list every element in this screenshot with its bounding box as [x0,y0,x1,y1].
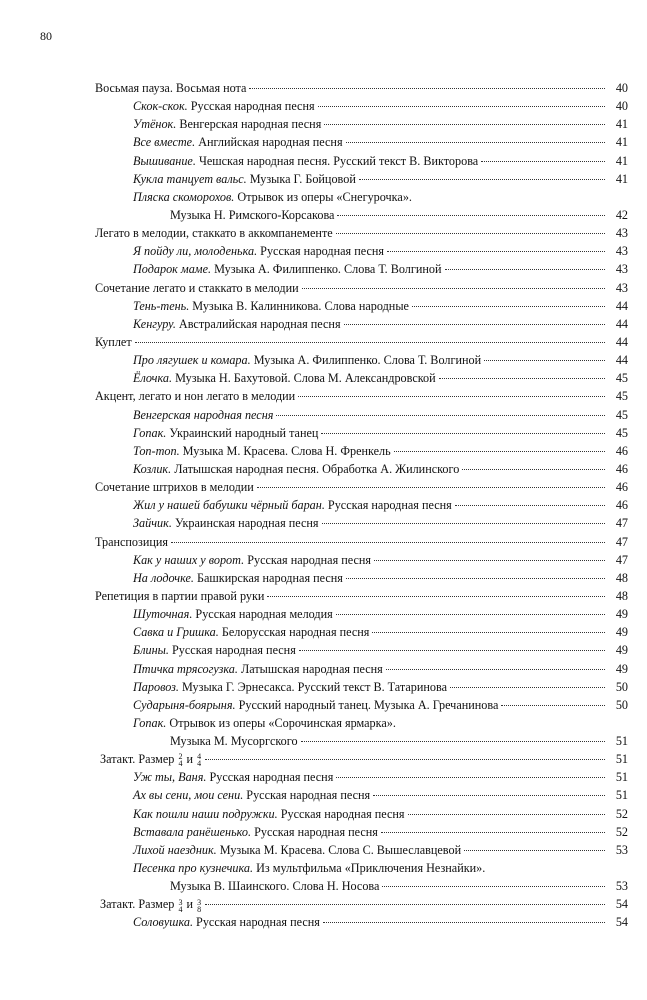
page-ref: 48 [615,588,628,603]
leader-dots [381,832,605,833]
leader-dots [336,233,605,234]
entry-italic-title: Птичка трясогузка. [133,661,238,676]
toc-entry-row [95,913,628,931]
page-ref: 54 [615,915,628,930]
entry-title [133,805,405,823]
time-signature-digit: 8 [197,904,202,914]
page-ref: 52 [615,824,628,839]
entry-title [133,369,436,387]
entry-text: и [183,752,197,767]
leader-dots [387,251,605,252]
entry-text: Венгерская народная песня [176,117,322,132]
page-ref: 45 [615,407,628,422]
leader-dots [394,451,605,452]
entry-text: Отрывок из оперы «Снегурочка». [234,189,412,204]
leader-dots [373,795,605,796]
entry-italic-title: Я пойду ли, молоденька. [133,244,258,259]
time-signature-digit: 2 [178,752,183,762]
page-ref: 44 [615,298,628,313]
toc-entry-row [95,859,628,877]
entry-title [133,641,296,659]
toc-section-row [95,279,628,297]
entry-title [133,660,383,678]
leader-dots [302,288,605,289]
entry-text: Затакт. Размер [100,752,178,767]
entry-text: Из мультфильма «Приключения Незнайки». [253,861,486,876]
entry-title [133,442,391,460]
leader-dots [301,741,605,742]
time-signature [197,899,201,913]
leader-dots [445,269,605,270]
entry-text: Легато в мелодии, стаккато в аккомпанементе [95,226,333,241]
entry-text: Украинская народная песня [171,516,319,531]
entry-italic-title: Подарок маме. [133,262,212,277]
entry-text: Русская народная песня [168,643,296,658]
toc-entry-row [95,260,628,278]
toc-entry-row [95,315,628,333]
page-ref: 41 [615,117,628,132]
page-ref: 51 [615,788,628,803]
entry-title [133,623,369,641]
entry-title [133,823,378,841]
time-signature-digit: 3 [178,897,183,907]
entry-italic-title: Вставала ранёшенько. [133,824,252,839]
toc-entry-row [95,551,628,569]
page-ref: 53 [615,842,628,857]
entry-text: Русская народная песня [251,824,378,839]
entry-text: и [183,897,197,912]
page-ref: 41 [615,135,628,150]
entry-title [133,260,442,278]
page-ref: 47 [615,516,628,531]
entry-italic-title: Как у наших у ворот. [133,552,245,567]
entry-text: Русский народный танец. Музыка А. Гречанинова [235,697,499,712]
entry-italic-title: Савка и Гришка. [133,625,219,640]
entry-text: Белорусская народная песня [218,625,370,640]
page-ref: 46 [615,461,628,476]
entry-italic-title: Скок-скок. [133,99,188,114]
leader-dots [205,759,605,760]
leader-dots [321,433,605,434]
toc-entry-row [95,424,628,442]
page-ref: 43 [615,226,628,241]
leader-dots [299,650,605,651]
entry-title [133,605,333,623]
leader-dots [298,396,605,397]
leader-dots [346,142,605,143]
toc-section-row [95,224,628,242]
leader-dots [322,523,606,524]
leader-dots [324,124,605,125]
entry-text: Латышская народная песня [237,661,383,676]
entry-italic-title: Паровоз. [133,679,179,694]
entry-title [133,551,371,569]
entry-text: Куплет [95,334,132,349]
entry-italic-title: Уж ты, Ваня. [133,770,207,785]
entry-italic-title: Тень-тень. [133,298,190,313]
leader-dots [412,306,605,307]
leader-dots [481,161,605,162]
entry-text: Акцент, легато и нон легато в мелодии [95,389,296,404]
leader-dots [337,215,605,216]
entry-title [133,460,459,478]
page-ref: 49 [615,643,628,658]
entry-title [133,768,333,786]
entry-italic-title: Вышивание. [133,153,196,168]
entry-italic-title: Шуточная. [133,607,193,622]
leader-dots [439,378,605,379]
toc-section-row [95,533,628,551]
entry-text: Украинский народный танец [166,425,319,440]
toc-entry-row [95,569,628,587]
entry-title [170,206,334,224]
entry-text: Русская народная мелодия [192,607,333,622]
leader-dots [374,560,605,561]
toc-entry-row [95,714,628,732]
leader-dots [386,669,605,670]
entry-title [95,587,264,605]
entry-italic-title: Про лягушек и комара. [133,353,251,368]
page-ref: 46 [615,498,628,513]
entry-title [133,170,356,188]
entry-title [170,877,379,895]
toc-entry-row [95,678,628,696]
entry-text: Русская народная песня [193,915,320,930]
entry-text: Австралийская народная песня [175,316,341,331]
entry-title [133,514,319,532]
page-ref: 47 [615,534,628,549]
toc-section-row [95,587,628,605]
entry-text: Музыка М. Красева. Слова Н. Френкель [179,443,391,458]
entry-title [133,913,320,931]
entry-title [133,678,447,696]
toc-section-row [95,333,628,351]
entry-title [133,496,452,514]
entry-italic-title: Соловушка. [133,915,193,930]
page-ref: 53 [615,879,628,894]
toc-entry-row [95,805,628,823]
entry-italic-title: Пляска скоморохов. [133,189,235,204]
toc-section-row [95,478,628,496]
entry-text: Затакт. Размер [100,897,178,912]
page-ref: 51 [615,734,628,749]
leader-dots [408,814,605,815]
page-ref: 43 [615,280,628,295]
toc-entry-row [95,97,628,115]
entry-text: Русская народная песня [243,788,371,803]
entry-text: Музыка Н. Бахутовой. Слова М. Александровской [172,371,436,386]
leader-dots [455,505,605,506]
leader-dots [135,342,605,343]
entry-text: Музыка В. Шаинского. Слова Н. Носова [170,879,380,894]
entry-text: Русская народная песня [324,498,452,513]
toc-entry-row [95,623,628,641]
page-ref: 41 [615,171,628,186]
entry-title [95,387,295,405]
toc-section-row [95,79,628,97]
entry-italic-title: Топ-топ. [133,443,180,458]
entry-title [95,333,132,351]
entry-italic-title: Кенгуру. [133,316,176,331]
page-ref: 40 [615,99,628,114]
toc-entry-row [95,732,628,750]
page-ref: 46 [615,443,628,458]
entry-italic-title: Венгерская народная песня [133,407,274,422]
leader-dots [323,922,605,923]
entry-italic-title: Гопак. [133,425,167,440]
leader-dots [249,88,605,89]
leader-dots [346,578,605,579]
entry-italic-title: Ах вы сени, мои сени. [133,788,244,803]
entry-title [133,242,384,260]
page-ref: 45 [615,425,628,440]
entry-italic-title: Жил у нашей бабушки чёрный баран. [133,498,325,513]
entry-title [133,841,461,859]
entry-title [95,279,299,297]
time-signature-digit: 4 [178,759,183,769]
entry-title [133,714,396,732]
toc-entry-row [95,877,628,895]
entry-text: Сочетание штрихов в мелодии [95,480,254,495]
time-signature-digit: 4 [178,904,183,914]
entry-title [133,133,343,151]
page-ref: 44 [615,334,628,349]
entry-title [133,696,498,714]
leader-dots [372,632,605,633]
entry-italic-title: Зайчик. [133,516,172,531]
entry-text: Чешская народная песня. Русский текст В. Викторова [195,153,479,168]
time-signature [178,753,182,767]
page-ref: 48 [615,570,628,585]
leader-dots [344,324,605,325]
toc-entry-row [95,369,628,387]
page-ref: 43 [615,262,628,277]
entry-title [100,895,202,913]
entry-italic-title: Все вместе. [133,135,196,150]
leader-dots [318,106,605,107]
page-ref: 50 [615,697,628,712]
entry-italic-title: Блины. [133,643,169,658]
time-signature [178,899,182,913]
entry-title [133,97,315,115]
page-ref: 52 [615,806,628,821]
entry-title [133,297,409,315]
entry-text: Репетиция в партии правой руки [95,588,265,603]
page-ref: 47 [615,552,628,567]
toc-entry-row [95,115,628,133]
entry-text: Транспозиция [95,534,169,549]
entry-title [133,351,481,369]
entry-text: Музыка М. Мусоргского [170,734,298,749]
page-ref: 46 [615,480,628,495]
page-ref: 40 [615,81,628,95]
entry-italic-title: Сударыня-боярыня. [133,697,236,712]
leader-dots [171,542,605,543]
entry-italic-title: Лихой наездник. [133,842,217,857]
page-ref: 51 [615,752,628,767]
entry-text: Восьмая пауза. Восьмая нота [95,81,247,95]
toc-entry-row [95,768,628,786]
leader-dots [501,705,605,706]
leader-dots [462,469,605,470]
toc-entry-row [95,841,628,859]
toc-entry-row [95,188,628,206]
toc-entry-row [95,514,628,532]
leader-dots [336,777,605,778]
entry-title [133,569,343,587]
page-ref: 49 [615,607,628,622]
toc-entry-row [95,406,628,424]
entry-title [133,188,412,206]
entry-title [95,224,333,242]
entry-text: Русская народная песня [187,99,315,114]
leader-dots [336,614,605,615]
entry-title [133,786,370,804]
entry-text: Русская народная песня [244,552,372,567]
entry-text: Русская народная песня [277,806,405,821]
toc-entry-row [95,660,628,678]
page-number: 80 [40,29,52,43]
toc-section-row [95,387,628,405]
page-ref: 49 [615,625,628,640]
entry-text: Музыка А. Филиппенко. Слова Т. Волгиной [250,353,482,368]
entry-title [133,315,341,333]
entry-title [95,79,246,97]
page-ref: 43 [615,244,628,259]
time-signature [197,753,201,767]
entry-italic-title: Ёлочка. [133,371,173,386]
toc-section-row [95,750,628,768]
entry-italic-title: Утёнок. [133,117,177,132]
entry-title [133,406,273,424]
entry-title [95,533,168,551]
page-ref: 50 [615,679,628,694]
time-signature-digit: 4 [197,759,202,769]
entry-title [133,859,485,877]
time-signature-digit: 4 [197,752,202,762]
entry-title [133,152,478,170]
page-ref: 45 [615,389,628,404]
entry-italic-title: Песенка про кузнечика. [133,861,254,876]
entry-text: Музыка Н. Римского-Корсакова [170,207,335,222]
leader-dots [359,179,605,180]
leader-dots [276,415,605,416]
entry-title [100,750,202,768]
toc-entry-row [95,786,628,804]
leader-dots [267,596,605,597]
entry-italic-title: Кукла танцует вальс. [133,171,247,186]
page-ref: 54 [615,897,628,912]
toc-entry-row [95,133,628,151]
page-ref: 49 [615,661,628,676]
entry-title [133,424,318,442]
toc-section-row [95,895,628,913]
entry-text: Русская народная песня [206,770,334,785]
toc-entry-row [95,242,628,260]
page-ref: 51 [615,770,628,785]
toc-entry-row [95,496,628,514]
toc-entry-row [95,696,628,714]
toc-entry-row [95,351,628,369]
leader-dots [484,360,605,361]
toc-entry-row [95,442,628,460]
toc-entry-row [95,823,628,841]
leader-dots [450,687,605,688]
leader-dots [464,850,605,851]
toc-entry-row [95,206,628,224]
leader-dots [382,886,605,887]
entry-title [95,478,254,496]
entry-text: Латышская народная песня. Обработка А. Жилинского [171,461,460,476]
entry-text: Музыка Г. Бойцовой [246,171,356,186]
entry-italic-title: Гопак. [133,715,167,730]
toc-entry-row [95,170,628,188]
page-ref: 44 [615,316,628,331]
entry-text: Башкирская народная песня [193,570,343,585]
entry-text: Музыка Г. Эрнесакса. Русский текст В. Татаринова [178,679,448,694]
page-ref: 44 [615,353,628,368]
toc-entry-row [95,297,628,315]
entry-text: Английская народная песня [195,135,343,150]
leader-dots [257,487,605,488]
toc-entry-row [95,605,628,623]
page-ref: 42 [615,207,628,222]
entry-text: Сочетание легато и стаккато в мелодии [95,280,299,295]
table-of-contents [95,79,628,932]
toc-entry-row [95,641,628,659]
entry-italic-title: На лодочке. [133,570,194,585]
entry-text: Музыка В. Калинникова. Слова народные [189,298,409,313]
entry-text: Русская народная песня [257,244,384,259]
entry-title [133,115,321,133]
toc-entry-row [95,460,628,478]
page-ref: 41 [615,153,628,168]
entry-italic-title: Как пошли наши подружки. [133,806,278,821]
page-ref: 45 [615,371,628,386]
entry-italic-title: Козлик. [133,461,172,476]
entry-text: Музыка А. Филиппенко. Слова Т. Волгиной [211,262,442,277]
entry-text: Отрывок из оперы «Сорочинская ярмарка». [166,715,396,730]
entry-text: Музыка М. Красева. Слова С. Вышеславцевой [216,842,462,857]
toc-entry-row [95,152,628,170]
leader-dots [205,904,605,905]
entry-title [170,732,298,750]
time-signature-digit: 3 [197,897,202,907]
